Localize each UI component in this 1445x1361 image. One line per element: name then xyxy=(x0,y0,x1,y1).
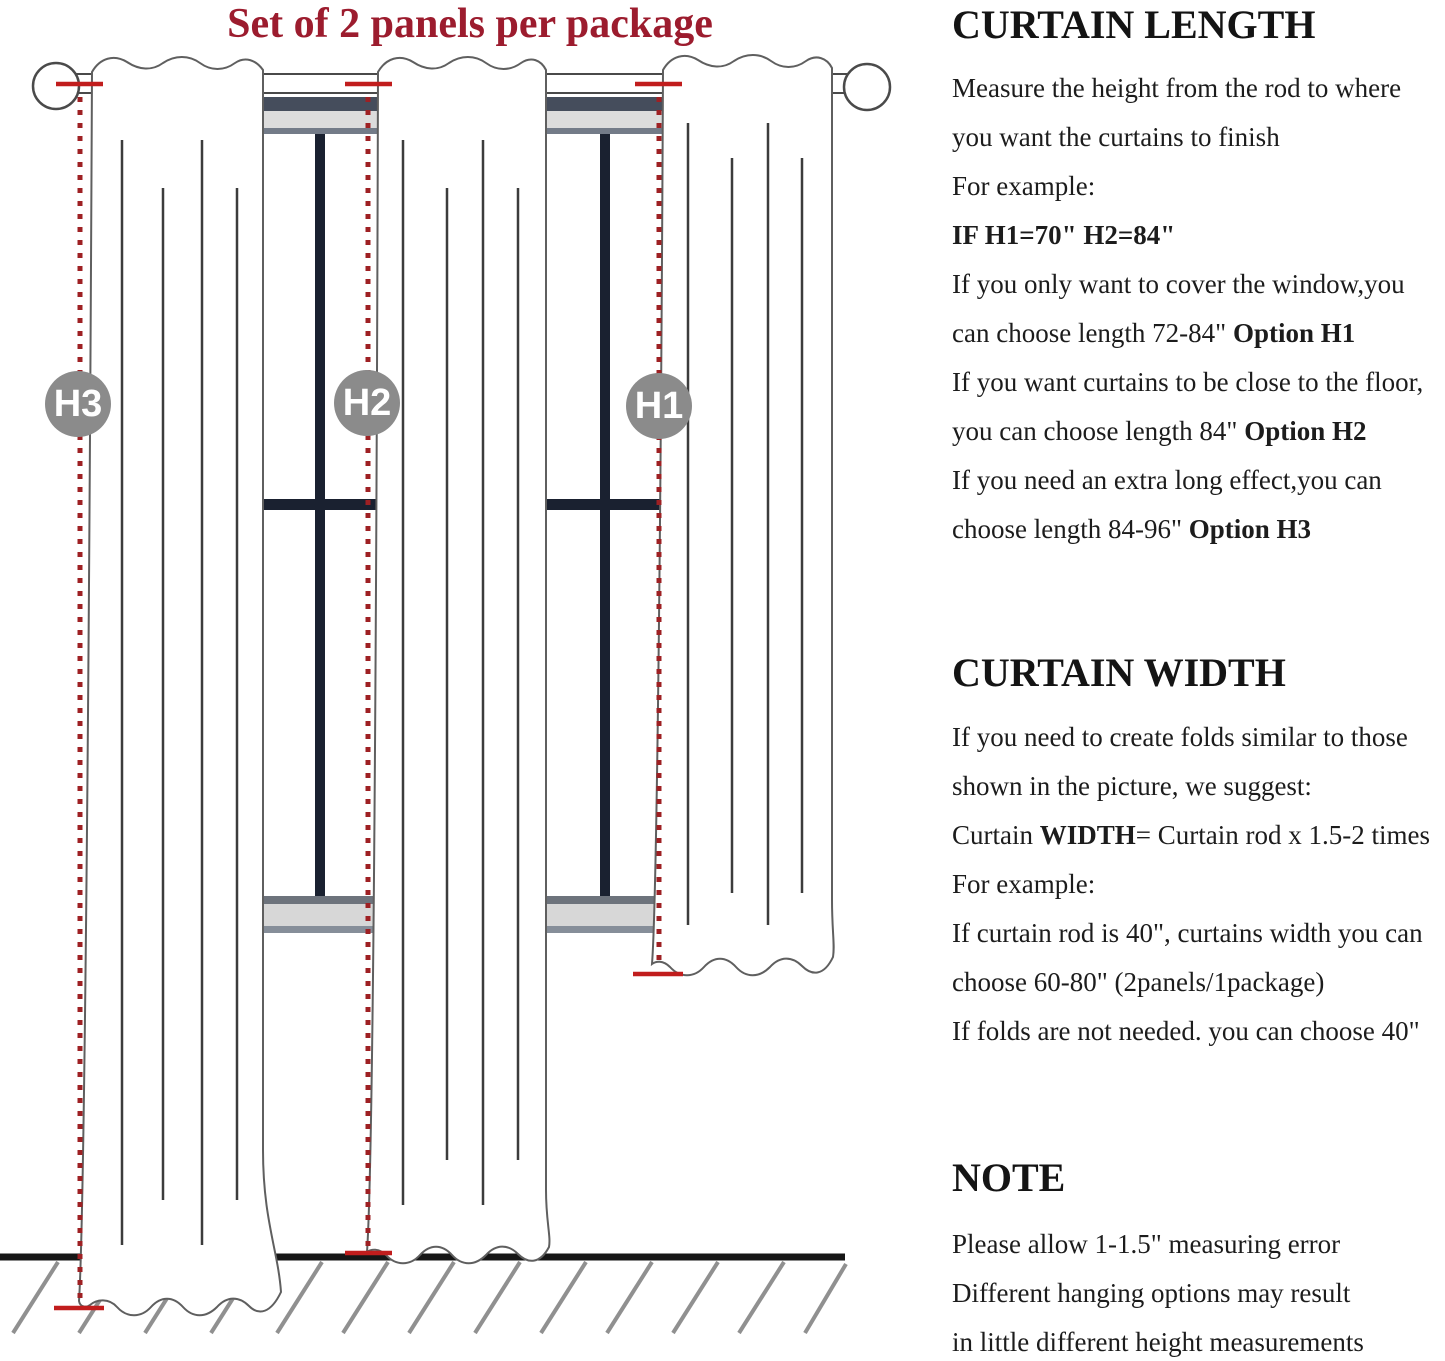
instruction-line: If curtain rod is 40", curtains width you can xyxy=(952,918,1423,948)
instruction-line: For example: xyxy=(952,869,1096,899)
instruction-line: in little different height measurements xyxy=(952,1327,1364,1357)
diagram-title: Set of 2 panels per package xyxy=(227,1,713,47)
instruction-line: can choose length 72-84" Option H1 xyxy=(952,318,1356,348)
section-curtain-width xyxy=(952,650,1445,696)
section-note xyxy=(952,1155,1445,1201)
badge-h2-label: H2 xyxy=(342,382,392,424)
instructions-column xyxy=(952,0,1445,1361)
section-curtain-length xyxy=(952,2,1445,48)
window-mullion-right xyxy=(600,134,610,896)
instruction-line: choose length 84-96" Option H3 xyxy=(952,514,1312,544)
rod-finial-right xyxy=(844,64,890,110)
badge-h1-label: H1 xyxy=(634,385,684,427)
instruction-line: shown in the picture, we suggest: xyxy=(952,771,1312,801)
window-mullion-left xyxy=(315,134,325,896)
instruction-line: If you want curtains to be close to the floor, xyxy=(952,367,1424,397)
instruction-line: IF H1=70" H2=84" xyxy=(952,220,1176,250)
instruction-line: you want the curtains to finish xyxy=(952,122,1280,152)
instruction-line: If you need an extra long effect,you can xyxy=(952,465,1382,495)
curtain-panel-h3 xyxy=(79,57,281,1315)
curtain-panel-h1 xyxy=(652,55,834,975)
badge-h2 xyxy=(334,370,400,436)
badge-h1 xyxy=(626,373,692,439)
curtain-panel-h2 xyxy=(367,57,549,1263)
curtain-length-body xyxy=(952,64,1445,554)
note-heading: NOTE xyxy=(952,1155,1066,1200)
instruction-line: you can choose length 84" Option H2 xyxy=(952,416,1367,446)
instruction-line: choose 60-80" (2panels/1package) xyxy=(952,967,1325,997)
instruction-line: For example: xyxy=(952,171,1096,201)
instruction-line: If folds are not needed. you can choose 40" xyxy=(952,1016,1420,1046)
badge-h3 xyxy=(45,371,111,437)
curtain-width-body xyxy=(952,713,1445,1056)
note-body xyxy=(952,1220,1445,1361)
instruction-line: Different hanging options may result xyxy=(952,1278,1351,1308)
curtain-width-heading: CURTAIN WIDTH xyxy=(952,650,1286,695)
instruction-line: Measure the height from the rod to where xyxy=(952,73,1402,103)
badge-h3-label: H3 xyxy=(53,383,103,425)
instruction-line: Please allow 1-1.5" measuring error xyxy=(952,1229,1341,1259)
instruction-line: If you need to create folds similar to those xyxy=(952,722,1408,752)
instruction-line: Curtain WIDTH= Curtain rod x 1.5-2 times xyxy=(952,820,1430,850)
instruction-line: If you only want to cover the window,you xyxy=(952,269,1405,299)
curtain-length-heading: CURTAIN LENGTH xyxy=(952,2,1316,47)
